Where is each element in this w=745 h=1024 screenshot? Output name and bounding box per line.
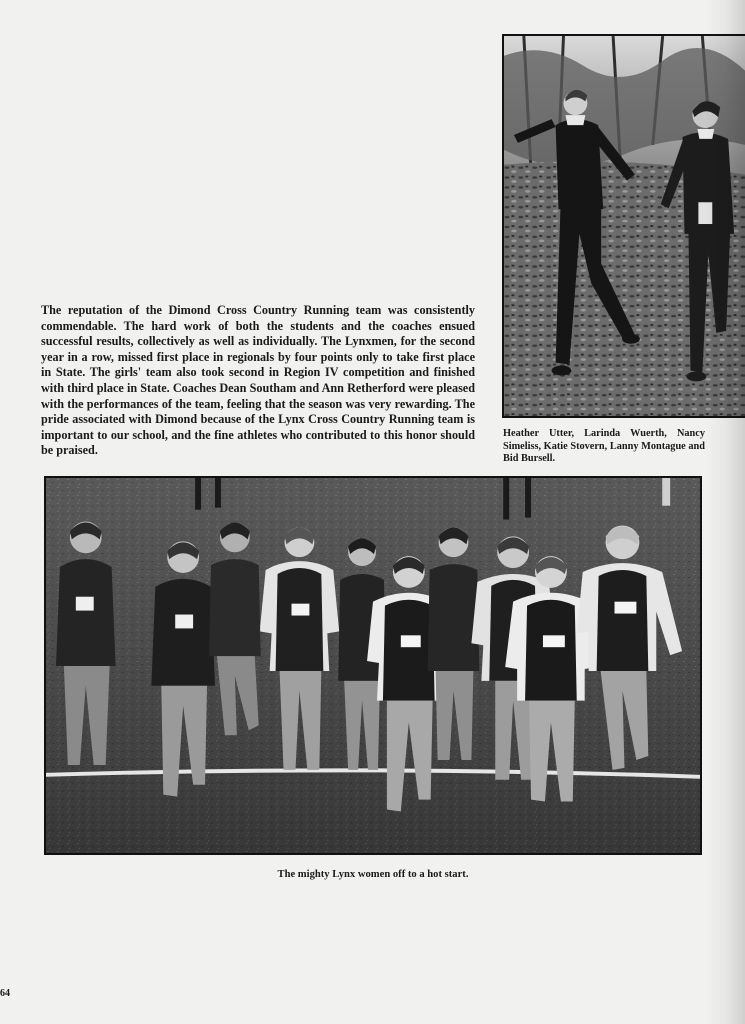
article-body: The reputation of the Dimond Cross Country Running team was consistently commendable. The hard work of both the students and the coaches ensued successful results, collectively as well as individually. The Lynxmen, for the second year in a row, missed first place in regionals by four points only to take first place in State. The girls' team also took second in Region IV competition and finished with third place in State. Coaches Dean Southam and Ann Retherford were pleased with the performances of the team, feeling that the season was very rewarding. The pride associated with Dimond because of the Lynx Cross Country Running team is important to our school, and the fine athletes who contributed to this honor should be praised.	[41, 303, 475, 458]
page-number: 64	[0, 988, 10, 999]
race-start-photo-image	[46, 478, 700, 853]
bottom-photo-caption: The mighty Lynx women off to a hot start.	[277, 869, 469, 880]
page-gutter-shadow	[705, 0, 745, 1024]
race-start-photo	[44, 476, 702, 855]
top-photo-caption: Heather Utter, Larinda Wuerth, Nancy Simeliss, Katie Stovern, Lanny Montague and Bid Bursell.	[503, 428, 705, 465]
